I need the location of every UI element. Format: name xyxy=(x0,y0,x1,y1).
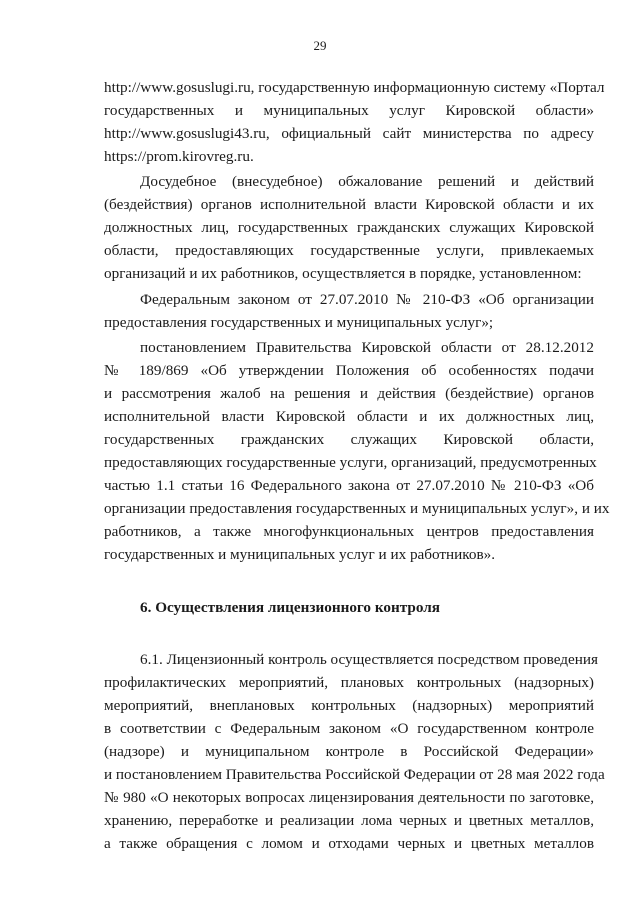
text-line: государственных и муниципальных услуг и их работников». xyxy=(104,546,496,563)
text-line: Федеральным законом от 27.07.2010 № 210-ФЗ «Об организации xyxy=(140,291,594,308)
text-line: хранению, переработке и реализации лома черных и цветных металлов, xyxy=(104,812,594,829)
text-line: (бездействия) органов исполнительной власти Кировской области и их xyxy=(104,196,594,213)
text-line: мероприятий, внеплановых контрольных (надзорных) мероприятий xyxy=(104,697,594,714)
text-line: https://prom.kirovreg.ru. xyxy=(104,148,254,165)
text-line: организации предоставления государственных и муниципальных услуг», и их xyxy=(104,500,610,517)
text-line: предоставляющих государственные услуги, организаций, предусмотренных xyxy=(104,454,597,471)
text-line: № 980 «О некоторых вопросах лицензирования деятельности по заготовке, xyxy=(104,789,594,806)
text-line: и рассмотрения жалоб на решения и действия (бездействие) органов xyxy=(104,385,594,402)
text-line: http://www.gosuslugi.ru, государственную информационную систему «Портал xyxy=(104,79,605,96)
text-line: постановлением Правительства Кировской области от 28.12.2012 xyxy=(140,339,594,356)
text-line: частью 1.1 статьи 16 Федерального закона от 27.07.2010 № 210-ФЗ «Об xyxy=(104,477,594,494)
text-line: организаций и их работников, осуществляется в порядке, установленном: xyxy=(104,265,582,282)
text-line: (надзоре) и муниципальном контроле в Российской Федерации» xyxy=(104,743,594,760)
text-line: области, предоставляющих государственные услуги, привлекаемых xyxy=(104,242,594,259)
text-line: 6.1. Лицензионный контроль осуществляется посредством проведения xyxy=(140,651,598,668)
page-number: 29 xyxy=(313,38,327,53)
text-line: № 189/869 «Об утверждении Положения об особенностях подачи xyxy=(104,362,594,379)
text-line: государственных и муниципальных услуг Кировской области» xyxy=(104,102,594,119)
text-line: Досудебное (внесудебное) обжалование решений и действий xyxy=(140,173,594,190)
section-heading: 6. Осуществления лицензионного контроля xyxy=(140,599,440,616)
text-line: профилактических мероприятий, плановых контрольных (надзорных) xyxy=(104,674,594,691)
text-line: а также обращения с ломом и отходами черных и цветных металлов xyxy=(104,835,594,852)
text-line: работников, а также многофункциональных центров предоставления xyxy=(104,523,594,540)
text-line: исполнительной власти Кировской области и их должностных лиц, xyxy=(104,408,594,425)
text-line: и постановлением Правительства Российской Федерации от 28 мая 2022 года xyxy=(104,766,605,783)
text-line: http://www.gosuslugi43.ru, официальный сайт министерства по адресу xyxy=(104,125,594,142)
text-line: предоставления государственных и муниципальных услуг»; xyxy=(104,314,494,331)
text-line: в соответствии с Федеральным законом «О государственном контроле xyxy=(104,720,594,737)
text-line: государственных гражданских служащих Кировской области, xyxy=(104,431,594,448)
text-line: должностных лиц, государственных гражданских служащих Кировской xyxy=(104,219,594,236)
